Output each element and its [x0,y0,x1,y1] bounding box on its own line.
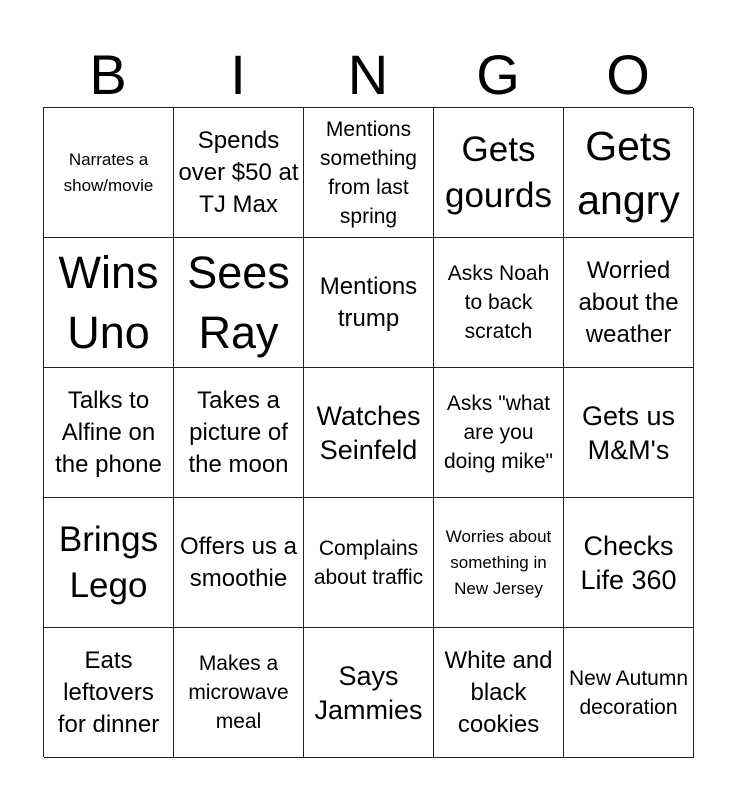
header-letter-b: B [89,43,127,106]
cell-text: Narrates a show/movie [63,149,154,195]
cell-text: Sees Ray [187,246,290,358]
bingo-cell[interactable] [304,498,434,628]
cell-text: Spends over $50 at TJ Max [178,126,299,218]
bingo-cell[interactable] [564,628,694,758]
header-letter-o: O [606,43,650,106]
cell-text: Offers us a smoothie [180,532,297,592]
bingo-cell[interactable] [564,368,694,498]
cell-text: Worries about something in New Jersey [445,526,552,598]
bingo-cell[interactable] [564,108,694,238]
cell-text: Worried about the weather [578,256,679,348]
bingo-cell[interactable] [434,108,564,238]
bingo-grid [43,107,693,757]
cell-text: Watches Seinfeld [316,400,421,465]
cell-text: Eats leftovers for dinner [57,646,160,738]
bingo-cell[interactable] [434,498,564,628]
bingo-cell[interactable] [434,628,564,758]
bingo-cell[interactable] [174,498,304,628]
bingo-header [43,45,693,105]
bingo-cell[interactable] [304,628,434,758]
cell-text: Checks Life 360 [580,530,677,595]
bingo-cell[interactable] [434,368,564,498]
cell-text: White and black cookies [444,646,553,738]
cell-text: Mentions something from last spring [320,117,417,228]
bingo-cell[interactable] [44,368,174,498]
bingo-cell[interactable] [304,368,434,498]
cell-text: Asks "what are you doing mike" [443,392,553,473]
cell-text: Gets gourds [444,129,553,215]
cell-text: Wins Uno [58,246,159,358]
header-letter-i: I [230,43,246,106]
cell-text: Brings Lego [58,519,159,605]
bingo-cell[interactable] [564,238,694,368]
header-letter-n: N [347,43,389,106]
cell-text: Makes a microwave meal [188,652,289,733]
bingo-cell[interactable] [174,238,304,368]
bingo-cell[interactable] [304,238,434,368]
cell-text: Complains about traffic [313,536,424,589]
cell-text: New Autumn decoration [568,666,689,719]
cell-text: Says Jammies [314,660,423,725]
cell-text: Mentions trump [319,272,418,332]
cell-text: Gets us M&M's [581,400,676,465]
bingo-cell[interactable] [174,108,304,238]
bingo-cell[interactable] [304,108,434,238]
cell-text: Asks Noah to back scratch [447,262,550,343]
bingo-cell[interactable] [44,498,174,628]
bingo-cell[interactable] [174,368,304,498]
bingo-cell[interactable] [174,628,304,758]
bingo-cell[interactable] [564,498,694,628]
bingo-cell[interactable] [434,238,564,368]
bingo-cell[interactable] [44,238,174,368]
bingo-cell[interactable] [44,108,174,238]
cell-text: Talks to Alfine on the phone [55,386,162,478]
bingo-cell[interactable] [44,628,174,758]
cell-text: Gets angry [577,122,680,223]
cell-text: Takes a picture of the moon [188,386,289,478]
header-letter-g: G [476,43,520,106]
